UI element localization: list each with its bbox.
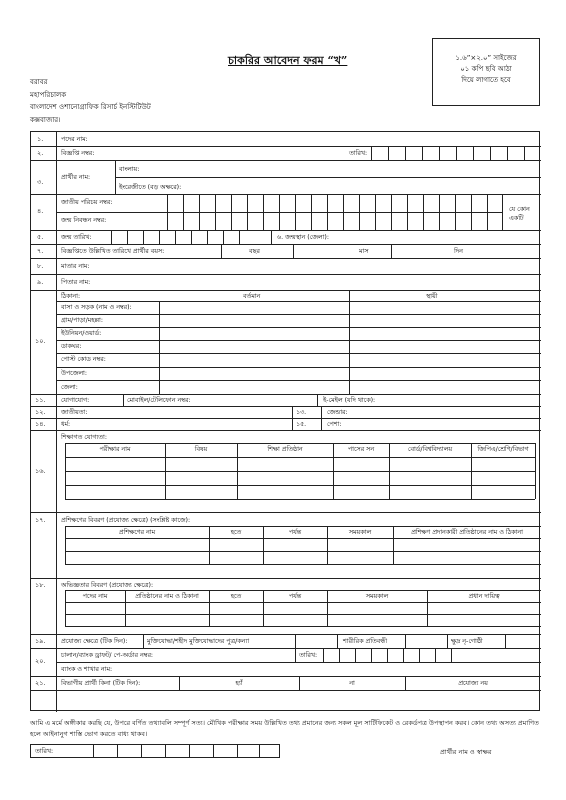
education-label: শিক্ষাগত যোগ্যতা: [61,434,107,441]
row-number: ২১. [35,679,46,687]
grid-line [65,457,535,458]
grid-line [263,194,264,230]
grid-line [56,367,541,368]
row-number: ১৯. [35,637,46,645]
mobile-label: মোবাইল/টেলিফোন নম্বর: [127,397,191,404]
house-road-label: বাসা ও সড়ক (নাম ও নম্বর): [61,304,132,311]
address-line: বাংলাদেশ ওশানোগ্রাফিক রিসার্চ ইনস্টিটিউট [30,103,151,111]
grid-line [339,648,340,662]
grid-line [349,290,350,394]
age-day-label: দিন [454,248,463,255]
grid-line [317,394,318,406]
grid-line [31,244,541,245]
grid-line [65,499,535,500]
contact-label: যোগাযোগ: [61,397,90,404]
row-number: ৭. [37,247,44,255]
grid-line [490,146,491,160]
grid-line [215,194,216,230]
disabled-option: শারীরিক প্রতিবন্ধী [343,638,388,645]
grid-line [127,230,128,244]
grid-line [31,258,541,259]
grid-line [355,648,356,662]
grid-line [423,194,424,230]
grid-line [403,648,404,662]
upazila-label: উপজেলা: [61,370,87,377]
exp-col-org: প্রতিষ্ঠানের নাম ও ঠিকানা [135,593,199,600]
exp-col-to: পর্যন্ত [288,593,302,600]
grid-line [455,194,456,230]
edu-col-subject: বিষয় [194,446,208,453]
grid-line [223,230,224,244]
departmental-na[interactable]: প্রযোজ্য নয় [458,680,488,687]
row-number: ১১. [35,396,46,404]
address-label: ঠিকানা: [61,293,81,300]
grid-line [343,194,344,230]
grid-line [31,194,541,195]
grid-line [473,146,474,160]
grid-line [471,194,472,230]
grid-line [56,662,541,663]
grid-line [207,230,208,244]
training-col-provider: প্রশিক্ষণ প্রদানকারী প্রতিষ্ঠানের নাম ও ঠিকানা [411,529,523,536]
grid-line [31,690,541,691]
edu-col-exam: পরীক্ষার নাম [99,446,131,453]
row-number: ২০. [35,657,46,665]
grid-line [231,194,232,230]
photo-box[interactable] [432,38,540,106]
grid-line [65,590,541,591]
father-name-label: পিতার নাম: [61,279,91,286]
grid-line [293,244,294,258]
grid-line [56,314,541,315]
training-col-to: পর্যন্ত [288,529,302,536]
post-name-field[interactable] [131,133,531,145]
grid-line [487,194,488,230]
grid-line [323,648,324,662]
challan-date-label: তারিখ: [299,652,318,659]
grid-line [391,244,392,258]
training-label: প্রশিক্ষণের বিবরণ (প্রযোজ্য ক্ষেত্রে) (সংশ্লিষ্ট কাজে): [61,517,191,524]
footer-date-box[interactable] [30,744,280,758]
grid-line [199,194,200,230]
grid-line [419,648,420,662]
birthplace-label: ৬. জন্মস্থান (জেলা): [277,234,329,241]
grid-line [165,745,166,757]
present-address-header: বর্তমান [243,293,261,300]
row-number: ১৬. [35,467,46,475]
grid-line [31,290,541,291]
grid-line [65,471,535,472]
grid-line [31,512,541,513]
photo-note-line: ০১ কপি ছবি আঠা [460,65,512,73]
row-number: ৯. [37,278,44,286]
edu-col-year: পাসের সন [347,446,375,453]
grid-line [451,648,452,662]
birth-reg-label: জন্ম নিবন্ধন নম্বর: [61,217,107,224]
either-one-note [509,205,530,223]
row-number: ১৫. [296,421,307,428]
bank-branch-label: ব্যাংক ও শাখার নাম: [61,666,113,673]
disabled-checkbox[interactable] [406,635,446,647]
grid-line [65,485,535,486]
age-year-label: বছর [249,248,260,255]
grid-line [117,745,118,757]
grid-line [65,551,541,552]
training-col-duration: সময়কাল [348,529,372,536]
grid-line [31,418,541,419]
row-number: ৫. [37,233,44,241]
challan-label: চালান/ব্যাংক ড্রাফট/ পে-অর্ডার নম্বর: [61,652,154,659]
grid-line [65,443,535,444]
grid-line [31,430,541,431]
grid-line [56,327,541,328]
training-col-from: হতে [230,529,242,536]
exp-col-duty: প্রধান দায়িত্ব [468,593,500,600]
edu-col-institute: শিক্ষা প্রতিষ্ঠান [267,446,303,453]
grid-line [31,676,541,677]
grid-line [295,194,296,230]
experience-label: অভিজ্ঞতার বিবরণ (প্রযোজ্য ক্ষেত্রে): [61,582,154,589]
declaration-text: আমি এ মর্মে অঙ্গীকার করছি যে, উপরে বর্ণিত তথ্যাবলি সম্পূর্ণ সত্য। মৌখিক পরীক্ষার সময় উল্লিখিত তথ্য প্রমানের জন্য সকল মূল সার্টিফিকেট ও রেকর্ডপত্র উপস্থাপন করব। কোন তথ্য অসত্য প্রমাণিত হলে আইনানুগ শাস্তি ভোগ করতে বাধ্য থাকব। [30,719,539,738]
grid-line [175,230,176,244]
permanent-address-header: স্থায়ী [426,293,438,300]
grid-line [31,578,541,579]
dob-label: জন্ম তারিখ: [61,234,92,241]
grid-line [237,745,238,757]
row-number: ১৭. [35,516,46,524]
grid-line [359,194,360,230]
grid-line [407,194,408,230]
ethnic-minority-option: ক্ষুদ্র নৃ-গোষ্ঠী [451,638,483,645]
union-ward-label: ইউনিয়ন/ওয়ার্ড: [61,330,102,337]
departmental-label: বিভাগীয় প্রার্থী কিনা (টিক দিন): [61,680,141,687]
grid-line [271,230,272,244]
grid-line [191,230,192,244]
grid-line [535,443,536,499]
row-number: ১৮. [35,581,46,589]
row-number: ৩. [37,178,44,186]
training-col-name: প্রশিক্ষণের নাম [118,529,156,536]
circular-number-label: বিজ্ঞপ্তি নম্বর: [61,150,95,157]
grid-line [31,648,541,649]
grid-line [456,146,457,160]
grid-line [422,146,423,160]
grid-line [56,380,541,381]
grid-line [387,648,388,662]
freedom-fighter-checkbox[interactable] [296,635,336,647]
grid-line [31,394,541,395]
gender-label: জেন্ডার: [327,409,348,416]
post-code-label: পোস্ট কোড নম্বর: [61,356,106,363]
edu-col-board: বোর্ড/বিশ্ববিদ্যালয় [407,446,453,453]
grid-line [123,394,124,406]
religion-label: ধর্ম: [61,421,71,428]
grid-line [141,745,142,757]
mother-name-label: মাতার নাম: [61,263,90,270]
exp-col-from: হতে [230,593,242,600]
departmental-yes[interactable]: হ্যাঁ [235,680,243,687]
grid-line [507,146,508,160]
name-english-label: ইংরেজীতে (বড় অক্ষরে): [119,184,182,191]
row-number: ১৩. [296,409,307,416]
grid-line [111,230,112,244]
exp-col-duration: সময়কাল [365,593,389,600]
grid-line [388,146,389,160]
grid-line [65,538,541,539]
grid-line [65,526,541,527]
grid-line [371,648,372,662]
exp-col-post: পদের নাম [82,593,108,600]
age-label: বিজ্ঞপ্তিতে উল্লিখিত তারিখে প্রার্থীর বয়স: [61,248,165,255]
district-label: জেলা: [61,384,78,391]
grid-line [391,194,392,230]
grid-line [327,194,328,230]
grid-line [524,146,525,160]
address-line: বরাবর [30,78,48,86]
row-number: ৪. [37,207,44,215]
edu-col-result: জিপিএ/শ্রেণি/বিভাগ [477,446,529,453]
photo-note-line: ১.৬”×২.০” সাইজের [455,54,517,62]
grid-line [189,745,190,757]
grid-line [213,745,214,757]
grid-line [31,146,541,147]
grid-line [56,301,541,302]
footer-date-label: তারিখ: [35,748,54,755]
address-line: মহাপরিচালক [30,90,67,99]
grid-line [65,614,541,615]
grid-line [56,340,541,341]
grid-line [31,230,541,231]
name-bangla-label: বাংলায়: [119,166,140,173]
grid-line [93,745,94,757]
form-title: চাকরির আবেদন ফরম “খ” [228,54,348,67]
row-number: ১৪. [35,420,46,428]
grid-line [371,146,372,160]
grid-line [65,564,541,565]
grid-line [115,177,541,178]
grid-line [435,648,436,662]
grid-line [143,230,144,244]
grid-line [405,146,406,160]
grid-line [447,634,448,648]
grid-line [65,626,541,627]
note-line: যে কোন [509,206,530,213]
grid-line [56,132,57,712]
email-label: ই-মেইল (যদি থাকে): [323,397,376,404]
village-label: গ্রাম/পাড়া/মহল্লা: [61,317,103,324]
grid-line [439,194,440,230]
grid-line [439,146,440,160]
circular-date-label: তারিখ: [349,150,368,157]
address-line: কক্সবাজার। [30,115,61,124]
occupation-label: পেশা: [327,421,342,428]
grid-line [31,160,541,161]
grid-line [259,745,260,757]
row-number: ১২. [35,408,46,416]
row-number: ৮. [37,262,44,270]
grid-line [311,194,312,230]
grid-line [375,194,376,230]
grid-line [31,634,541,635]
application-form [30,131,540,711]
grid-line [65,602,541,603]
applicant-name-label: প্রার্থীর নাম: [61,174,91,181]
signature-label: প্রার্থীর নাম ও স্বাক্ষর [440,748,492,756]
grid-line [159,230,160,244]
grid-line [143,634,144,648]
grid-line [239,230,240,244]
grid-line [183,194,184,230]
grid-line [31,274,541,275]
photo-note-line: দিয়ে লাগাতে হবে [461,76,511,84]
row-number: ১. [37,135,44,143]
departmental-no[interactable]: না [349,680,355,687]
grid-line [167,194,168,230]
note-line: একটি [509,215,524,222]
nid-label: জাতীয় পরিচয় নম্বর: [61,199,113,206]
post-name-label: পদের নাম: [61,136,88,143]
age-month-label: মাস [359,248,369,255]
post-office-label: ডাকঘর: [61,343,82,350]
freedom-fighter-option: মুক্তিযোদ্ধা/শহীদ মুক্তিযোদ্ধাদের পুত্র/কন্যা [147,638,250,645]
grid-line [247,194,248,230]
grid-line [502,194,503,230]
grid-line [31,406,541,407]
quota-label: প্রযোজ্য ক্ষেত্রে (টিক দিন): [61,638,128,645]
grid-line [279,194,280,230]
nationality-label: জাতীয়তা: [61,409,88,416]
recipient-address [30,76,151,126]
row-number: ১০. [35,337,46,345]
grid-line [337,634,338,648]
grid-line [221,244,222,258]
grid-line [56,353,541,354]
grid-line [295,648,296,662]
row-number: ২. [37,149,44,157]
ethnic-minority-checkbox[interactable] [506,635,540,647]
